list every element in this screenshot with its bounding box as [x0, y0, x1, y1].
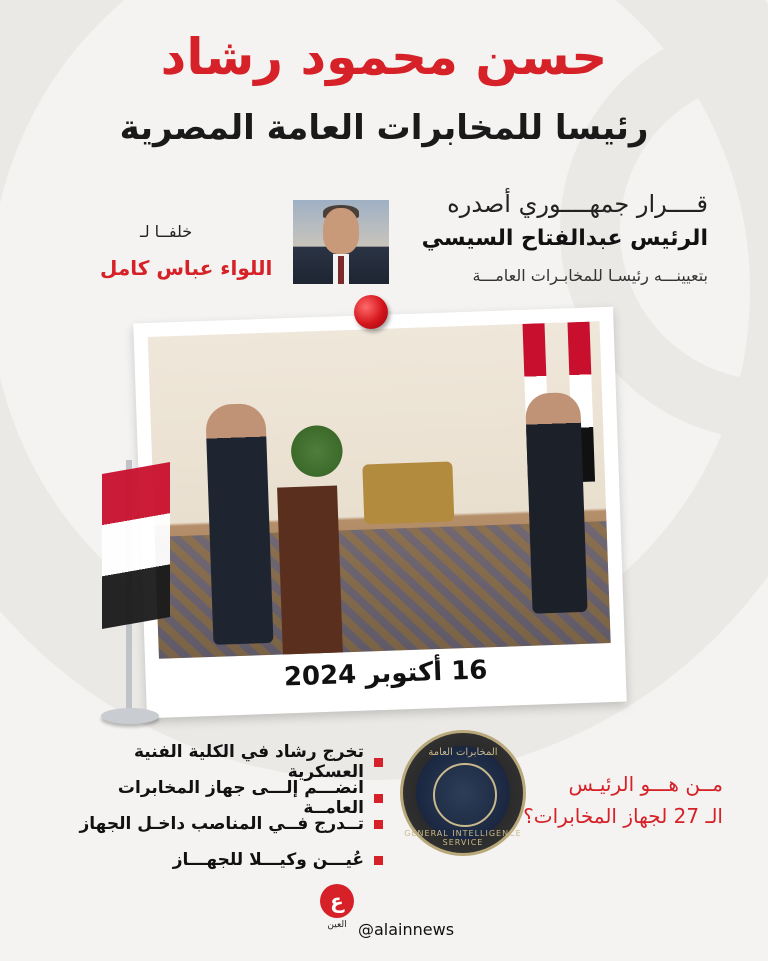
decree-line-2: الرئيس عبدالفتاح السيسي: [421, 226, 708, 251]
bullet-icon: [374, 794, 383, 803]
photo-date: 16 أكتوبر 2024: [283, 655, 488, 693]
bullet-icon: [374, 856, 383, 865]
photo-console-table: [362, 461, 454, 524]
portrait-face: [323, 208, 359, 254]
fact-text: تخرج رشاد في الكلية الفنية العسكرية: [134, 742, 364, 782]
fact-item: [53, 778, 383, 818]
photo-podium: [277, 485, 343, 657]
question-line-1: مــن هـــو الرئيـس: [568, 772, 723, 796]
ceremony-photo-card: [133, 307, 626, 719]
ceremony-photo: [148, 321, 611, 659]
photo-person-president: [525, 392, 588, 614]
social-handle: @alainnews: [358, 920, 455, 939]
fact-text: انضـــم إلـــى جهاز المخابرات العامــة: [117, 778, 364, 818]
table-flag: [102, 462, 170, 629]
photo-person-oath: [205, 403, 273, 645]
emblem-arabic-text: المخابرات العامة: [428, 747, 498, 758]
question-line-2: الـ 27 لجهاز المخابرات؟: [523, 804, 723, 828]
eagle-icon: [433, 763, 497, 827]
successor-name: اللواء عباس كامل: [100, 256, 273, 280]
fact-text: تــدرج فــي المناصب داخـل الجهاز: [79, 814, 364, 834]
logo-name: العين: [327, 920, 347, 930]
decree-line-3: بتعيينـــه رئيسـا للمخابـرات العامـــة: [472, 266, 708, 285]
portrait-photo: [293, 200, 389, 284]
table-flag-base: [101, 708, 159, 724]
bullet-icon: [374, 758, 383, 767]
portrait-tie: [338, 256, 344, 284]
decree-line-1: قــــرار جمهــــوري أصدره: [447, 190, 708, 218]
intelligence-service-emblem: [400, 730, 526, 856]
emblem-english-text: GENERAL INTELLIGENCE SERVICE: [404, 829, 522, 847]
fact-text: عُيـــن وكيـــلا للجهـــاز: [172, 850, 364, 870]
fact-item: [53, 814, 383, 834]
alain-logo-icon: ع: [320, 884, 354, 918]
photo-plant: [286, 420, 348, 482]
fact-item: [53, 742, 383, 782]
push-pin-icon: [354, 295, 388, 329]
bullet-icon: [374, 820, 383, 829]
headline-name: حسن محمود رشاد: [160, 28, 608, 86]
successor-label: خلفــا لـ: [140, 222, 193, 241]
fact-item: [53, 850, 383, 870]
headline-position: رئيسا للمخابرات العامة المصرية: [119, 108, 649, 148]
